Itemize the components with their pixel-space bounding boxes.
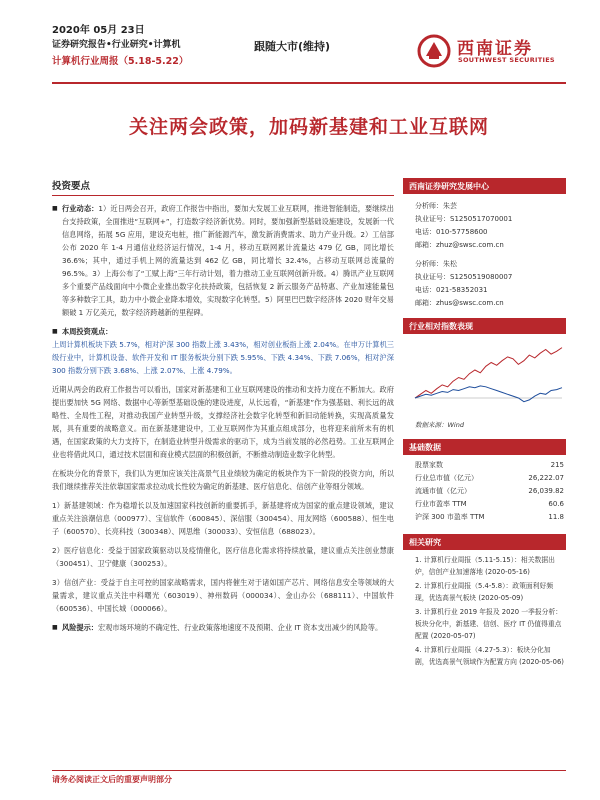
- basic-data-row: [415, 459, 564, 472]
- related-research-item[interactable]: 3. 计算机行业 2019 年报及 2020 一季报分析：板块分化中，新基建、信创、医疗 IT 仍值得重点配置 (2020-05-07): [415, 608, 563, 640]
- basic-data-value: 26,039.82: [528, 487, 564, 495]
- company-logo: [417, 34, 567, 70]
- related-research-item[interactable]: 1. 计算机行业周报（5.11-5.15）：相关数据出炉，信创产业加速落地 (2020-05-16): [415, 556, 555, 576]
- basic-data-row: [415, 485, 564, 498]
- basic-data-label: 股票家数: [415, 461, 443, 469]
- weekly-view-paragraph: 上周计算机板块下跌 5.7%，相对沪深 300 指数上涨 3.43%，相对创业板指上涨 2.04%。在申万计算机三级行业中，计算机设备、软件开发和 IT 服务板块分别下跌 5.95%、下跌 4.34%、下跌 7.06%，相对沪深 300 指数分别下跌 3.68%、上涨 2.07%、上涨 4.79%。: [52, 340, 394, 375]
- basic-data-value: 60.6: [548, 500, 564, 508]
- basic-data-value: 215: [550, 461, 564, 469]
- report-category: 证券研究报告•行业研究•计算机: [52, 40, 181, 50]
- weekly-view-label: 本周投资观点：: [62, 327, 113, 336]
- risk-text: 宏观市场环境的不确定性、行业政策落地速度不及预期、企业 IT 资本支出减少的风险等。: [97, 623, 383, 632]
- xinchuang-paragraph: 3）信创产业：受益于自主可控的国家战略需求，国内将催生对于诸如国产芯片、网络信息安全等领域的大量需求，建议重点关注中科曙光（603019）、神州数码（000034）、金山办公（688111）、中国软件（600536）、中国长城（000066）。: [52, 578, 394, 613]
- analyst-1-name: 分析师：朱芸: [415, 202, 457, 210]
- report-series: 计算机行业周报（5.18-5.22）: [52, 56, 189, 67]
- basic-data-value: 11.8: [548, 513, 564, 521]
- header-divider: [52, 82, 566, 84]
- disclaimer-note: 请务必阅读正文后的重要声明部分: [52, 775, 172, 784]
- sidebar: [403, 178, 566, 670]
- basic-data-table: [403, 455, 566, 524]
- chart-source: 数据来源：Wind: [415, 421, 464, 429]
- basic-data-value: 26,222.07: [528, 474, 564, 482]
- basic-data-label: 沪深 300 市盈率 TTM: [415, 513, 485, 521]
- basic-data-row: [415, 498, 564, 511]
- basic-data-label: 流通市值（亿元）: [415, 487, 471, 495]
- analyst-1-license: 执业证号：S1250517070001: [415, 215, 513, 223]
- basic-data-row: [415, 511, 564, 524]
- basic-data-heading: 基础数据: [403, 439, 566, 455]
- medical-it-paragraph: 2）医疗信息化：受益于国家政策驱动以及疫情催化，医疗信息化需求将持续放量，建议重点关注创业慧康（300451）、卫宁健康（300253）。: [52, 546, 394, 568]
- analyst-2-license: 执业证号：S1250519080007: [415, 273, 513, 281]
- report-title: 关注两会政策，加码新基建和工业互联网: [128, 116, 489, 138]
- relative-index-chart: [403, 318, 566, 429]
- policy-paragraph: 近期从两会的政府工作报告可以看出，国家对新基建和工业互联网建设的推动和支持力度在不断加大。政府提出要加快 5G 网络、数据中心等新型基础设施的建设进度，从长远看，“新基建”作为强基础、利长远的战略性、全局性工程，对推动我国产业转型升级，支撑经济社会数字化转型和新旧动能转换，实现高质量发展，具有重要的战略意义。而在新基建建设中，工业互联网作为其重点组成部分，也将迎来前所未有的机遇，在国家政策的大力支持下，在制造业转型升级需求的驱动下，成为当前发展的必然趋势。工业互联网企业也将借此风口，通过技术层面和商业模式层面的积极创新，不断推动制造业数字化转型。: [52, 385, 394, 459]
- logo-mark-icon: [417, 34, 451, 68]
- risk-paragraph: [52, 621, 394, 634]
- investment-summary: [52, 178, 394, 634]
- analyst-info: [403, 194, 566, 310]
- related-research-item[interactable]: 2. 计算机行业周报（5.4-5.8）：政策面利好频现，优选高景气板块 (2020-05-09): [415, 582, 554, 602]
- industry-news-paragraph: [52, 202, 394, 319]
- related-research-item[interactable]: 4. 计算机行业周报（4.27-5.3）：板块分化加剧，优选高景气领域作为配置方向 (2020-05-06): [415, 646, 564, 666]
- industry-news-text: 1）近日两会召开，政府工作报告中指出，要加大发展工业互联网，推进智能制造，要继续出台支持政策，全面推进“互联网+”，打造数字经济新优势。同时，要加强新型基础设施建设，发展新一代信息网络，拓展 5G 应用，建设充电桩，推广新能源汽车，激发新消费需求、助力产业升级。2）工信部公布 2020 年 1-4 月通信业经济运行情况，1-4 月，移动互联网累计流量达 479 亿 GB，同比增长 36.6%；其中，通过手机上网的流量达到 462 亿 GB，同比增长 32.4%，占移动互联网总流量的 96.5%。3）上海公布了“工赋上海”三年行动计划，着力推动工业互联网创新升级。4）腾讯产业互联网多个重要产品线面向中小微企业推出数字化扶持政策，包括恢复 2 新云服务产品特惠、产业加速能量包等多种数字工具，助力中小微企业降本增效，实现数字化转型。5）阿里巴巴数字经济体 2020 财年交易额破 1 万亿美元，数字经济跨越新的里程碑。: [62, 204, 394, 317]
- sector-paragraph: 在板块分化的背景下，我们认为更加应该关注高景气且业绩较为确定的板块作为下一阶段的投资方向，所以我们继续推荐关注依靠国家需求拉动成长性较为确定的新基建、医疗信息化、信创产业等细分领域。: [52, 469, 394, 491]
- related-research-list: [403, 550, 566, 668]
- logo-english-name: SOUTHWEST SECURITIES: [458, 56, 555, 64]
- analyst-2-phone: 电话：021-58352031: [415, 286, 488, 294]
- summary-heading: 投资要点: [52, 178, 394, 196]
- report-date: 2020年 05月 23日: [52, 25, 145, 36]
- basic-data-row: [415, 472, 564, 485]
- industry-rating: 跟随大市(维持): [254, 40, 331, 53]
- risk-label: 风险提示：: [62, 623, 98, 632]
- analyst-2-name: 分析师：朱松: [415, 260, 457, 268]
- logo-name: 西南证券: [457, 39, 533, 59]
- chart-title: 行业相对指数表现: [403, 318, 566, 334]
- chart-series-line-1: [415, 348, 562, 398]
- report-meta: [52, 24, 232, 70]
- analyst-1-phone: 电话：010-57758600: [415, 228, 488, 236]
- weekly-view-heading-paragraph: [52, 325, 394, 338]
- related-research-heading: 相关研究: [403, 534, 566, 550]
- basic-data-label: 行业总市值（亿元）: [415, 474, 478, 482]
- footer-divider: [52, 770, 566, 771]
- analyst-1-email[interactable]: 邮箱：zhuz@swsc.com.cn: [415, 241, 504, 249]
- relative-index-plot: [403, 338, 566, 418]
- new-infrastructure-paragraph: 1）新基建领域：作为稳增长以及加速国家科技创新的重要抓手，新基建将成为国家的重点建设领域，建议重点关注浪潮信息（000977）、宝信软件（600845）、深信服（300454）、用友网络（600588）、恒生电子（600570）、长亮科技（300348）、网思维（300033）、安恒信息（688023）。: [52, 501, 394, 536]
- industry-news-label: 行业动态：: [62, 204, 99, 213]
- analyst-2-email[interactable]: 邮箱：zhus@swsc.com.cn: [415, 299, 504, 307]
- basic-data-label: 行业市盈率 TTM: [415, 500, 467, 508]
- research-center-heading: 西南证券研究发展中心: [403, 178, 566, 194]
